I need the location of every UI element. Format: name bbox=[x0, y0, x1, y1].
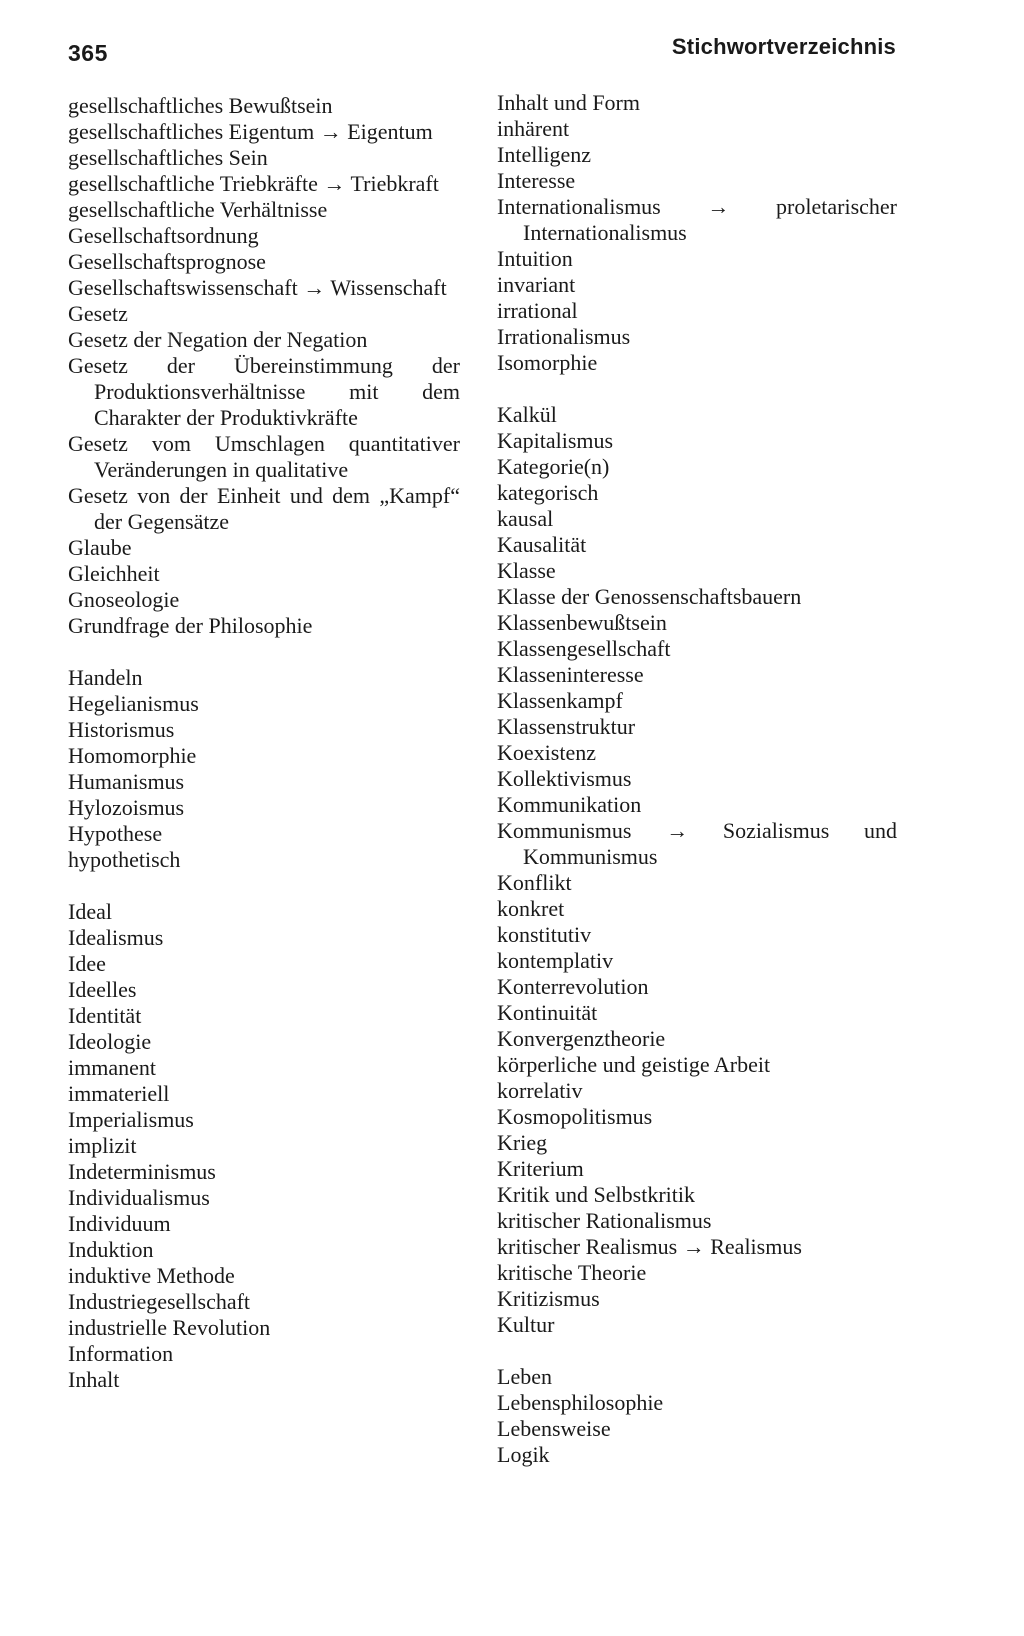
index-entry: korrelativ bbox=[497, 1078, 583, 1103]
index-entry: Kollektivismus bbox=[497, 766, 632, 791]
index-entry: Gesetz der Übereinstimmung der Produktionsverhältnisse mit dem Charakter der Produktivkräfte bbox=[68, 353, 460, 430]
index-entry: gesellschaftliches Eigentum → Eigentum bbox=[68, 119, 433, 144]
index-entry: Indeterminismus bbox=[68, 1159, 216, 1184]
index-entry: Homomorphie bbox=[68, 743, 197, 768]
index-entry: gesellschaftliches Sein bbox=[68, 145, 268, 170]
index-entry: Kapitalismus bbox=[497, 428, 614, 453]
index-entry: Ideal bbox=[68, 899, 112, 924]
index-entry: Kontinuität bbox=[497, 1000, 598, 1025]
index-entry: Historismus bbox=[68, 717, 175, 742]
letter-group-gap bbox=[497, 1338, 897, 1364]
index-entry: Gesellschaftsordnung bbox=[68, 223, 259, 248]
index-column-left bbox=[68, 93, 460, 1393]
letter-group-gap bbox=[68, 639, 460, 665]
index-entry: Gesetz von der Einheit und dem „Kampf“ der Gegensätze bbox=[68, 483, 460, 534]
index-entry: invariant bbox=[497, 272, 576, 297]
index-entry: Individualismus bbox=[68, 1185, 210, 1210]
index-entry: Klasse bbox=[497, 558, 556, 583]
index-entry: Hylozoismus bbox=[68, 795, 185, 820]
index-entry: Intelligenz bbox=[497, 142, 592, 167]
index-entry: Hypothese bbox=[68, 821, 163, 846]
index-entry: kausal bbox=[497, 506, 554, 531]
index-entry: induktive Methode bbox=[68, 1263, 235, 1288]
index-column-right bbox=[497, 90, 897, 1468]
index-entry: Ideelles bbox=[68, 977, 137, 1002]
letter-group-gap bbox=[497, 376, 897, 402]
index-entry: gesellschaftliches Bewußtsein bbox=[68, 93, 333, 118]
index-entry: Interesse bbox=[497, 168, 576, 193]
page-number: 365 bbox=[68, 40, 108, 66]
index-entry: Klassenkampf bbox=[497, 688, 623, 713]
index-entry: Intuition bbox=[497, 246, 573, 271]
index-entry: Induktion bbox=[68, 1237, 154, 1262]
index-entry: Kommunikation bbox=[497, 792, 642, 817]
index-entry: Kriterium bbox=[497, 1156, 584, 1181]
index-entry: Gleichheit bbox=[68, 561, 160, 586]
index-entry: Koexistenz bbox=[497, 740, 596, 765]
index-entry: gesellschaftliche Verhältnisse bbox=[68, 197, 328, 222]
index-entry: körperliche und geistige Arbeit bbox=[497, 1052, 771, 1077]
index-entry: Gnoseologie bbox=[68, 587, 180, 612]
index-entry: implizit bbox=[68, 1133, 137, 1158]
index-entry: Ideologie bbox=[68, 1029, 152, 1054]
index-entry: Idealismus bbox=[68, 925, 164, 950]
index-entry: Klasseninteresse bbox=[497, 662, 644, 687]
index-entry: Irrationalismus bbox=[497, 324, 631, 349]
index-entry: gesellschaftliche Triebkräfte → Triebkraft bbox=[68, 171, 439, 196]
index-entry: konstitutiv bbox=[497, 922, 592, 947]
index-entry: kritischer Rationalismus bbox=[497, 1208, 712, 1233]
index-entry: Kosmopolitismus bbox=[497, 1104, 653, 1129]
letter-group-gap bbox=[68, 873, 460, 899]
index-entry: Isomorphie bbox=[497, 350, 598, 375]
index-entry: Klassenstruktur bbox=[497, 714, 636, 739]
index-entry: Gesellschaftsprognose bbox=[68, 249, 266, 274]
index-entry: Hegelianismus bbox=[68, 691, 199, 716]
index-entry: Humanismus bbox=[68, 769, 185, 794]
index-entry: Inhalt und Form bbox=[497, 90, 640, 115]
index-entry: konkret bbox=[497, 896, 565, 921]
index-entry: irrational bbox=[497, 298, 578, 323]
index-entry: inhärent bbox=[497, 116, 570, 141]
index-entry: Internationalismus → proletarischer Internationalismus bbox=[497, 194, 897, 245]
index-entry: Gesellschaftswissenschaft → Wissenschaft bbox=[68, 275, 447, 300]
index-entry: Klassenbewußtsein bbox=[497, 610, 667, 635]
index-entry: immanent bbox=[68, 1055, 156, 1080]
index-entry: Konterrevolution bbox=[497, 974, 649, 999]
index-entry: Klasse der Genossenschaftsbauern bbox=[497, 584, 802, 609]
index-entry: Handeln bbox=[68, 665, 143, 690]
index-entry: Inhalt bbox=[68, 1367, 120, 1392]
index-entry: kontemplativ bbox=[497, 948, 614, 973]
index-entry: Information bbox=[68, 1341, 174, 1366]
index-entry: Gesetz der Negation der Negation bbox=[68, 327, 368, 352]
index-entry: Kritik und Selbstkritik bbox=[497, 1182, 695, 1207]
index-entry: Klassengesellschaft bbox=[497, 636, 671, 661]
index-entry: Imperialismus bbox=[68, 1107, 194, 1132]
index-entry: Lebensphilosophie bbox=[497, 1390, 664, 1415]
index-entry: Gesetz vom Umschlagen quantitativer Veränderungen in qualitative bbox=[68, 431, 460, 482]
index-entry: Kommunismus → Sozialismus und Kommunismus bbox=[497, 818, 897, 869]
index-entry: Industriegesellschaft bbox=[68, 1289, 251, 1314]
index-entry: Konvergenztheorie bbox=[497, 1026, 666, 1051]
index-entry: Konflikt bbox=[497, 870, 572, 895]
index-entry: Kritizismus bbox=[497, 1286, 600, 1311]
index-entry: Glaube bbox=[68, 535, 132, 560]
index-entry: Leben bbox=[497, 1364, 552, 1389]
index-entry: kritische Theorie bbox=[497, 1260, 647, 1285]
index-entry: kategorisch bbox=[497, 480, 599, 505]
index-entry: Kultur bbox=[497, 1312, 555, 1337]
index-entry: industrielle Revolution bbox=[68, 1315, 271, 1340]
index-entry: Kategorie(n) bbox=[497, 454, 610, 479]
index-entry: Lebensweise bbox=[497, 1416, 611, 1441]
running-header: Stichwortverzeichnis bbox=[671, 34, 896, 59]
index-entry: Kausalität bbox=[497, 532, 587, 557]
index-entry: hypothetisch bbox=[68, 847, 181, 872]
index-entry: Grundfrage der Philosophie bbox=[68, 613, 313, 638]
index-entry: Gesetz bbox=[68, 301, 128, 326]
index-entry: kritischer Realismus → Realismus bbox=[497, 1234, 802, 1259]
index-entry: immateriell bbox=[68, 1081, 170, 1106]
index-entry: Identität bbox=[68, 1003, 142, 1028]
index-entry: Krieg bbox=[497, 1130, 548, 1155]
index-entry: Logik bbox=[497, 1442, 550, 1467]
index-entry: Individuum bbox=[68, 1211, 171, 1236]
index-entry: Idee bbox=[68, 951, 106, 976]
index-entry: Kalkül bbox=[497, 402, 557, 427]
